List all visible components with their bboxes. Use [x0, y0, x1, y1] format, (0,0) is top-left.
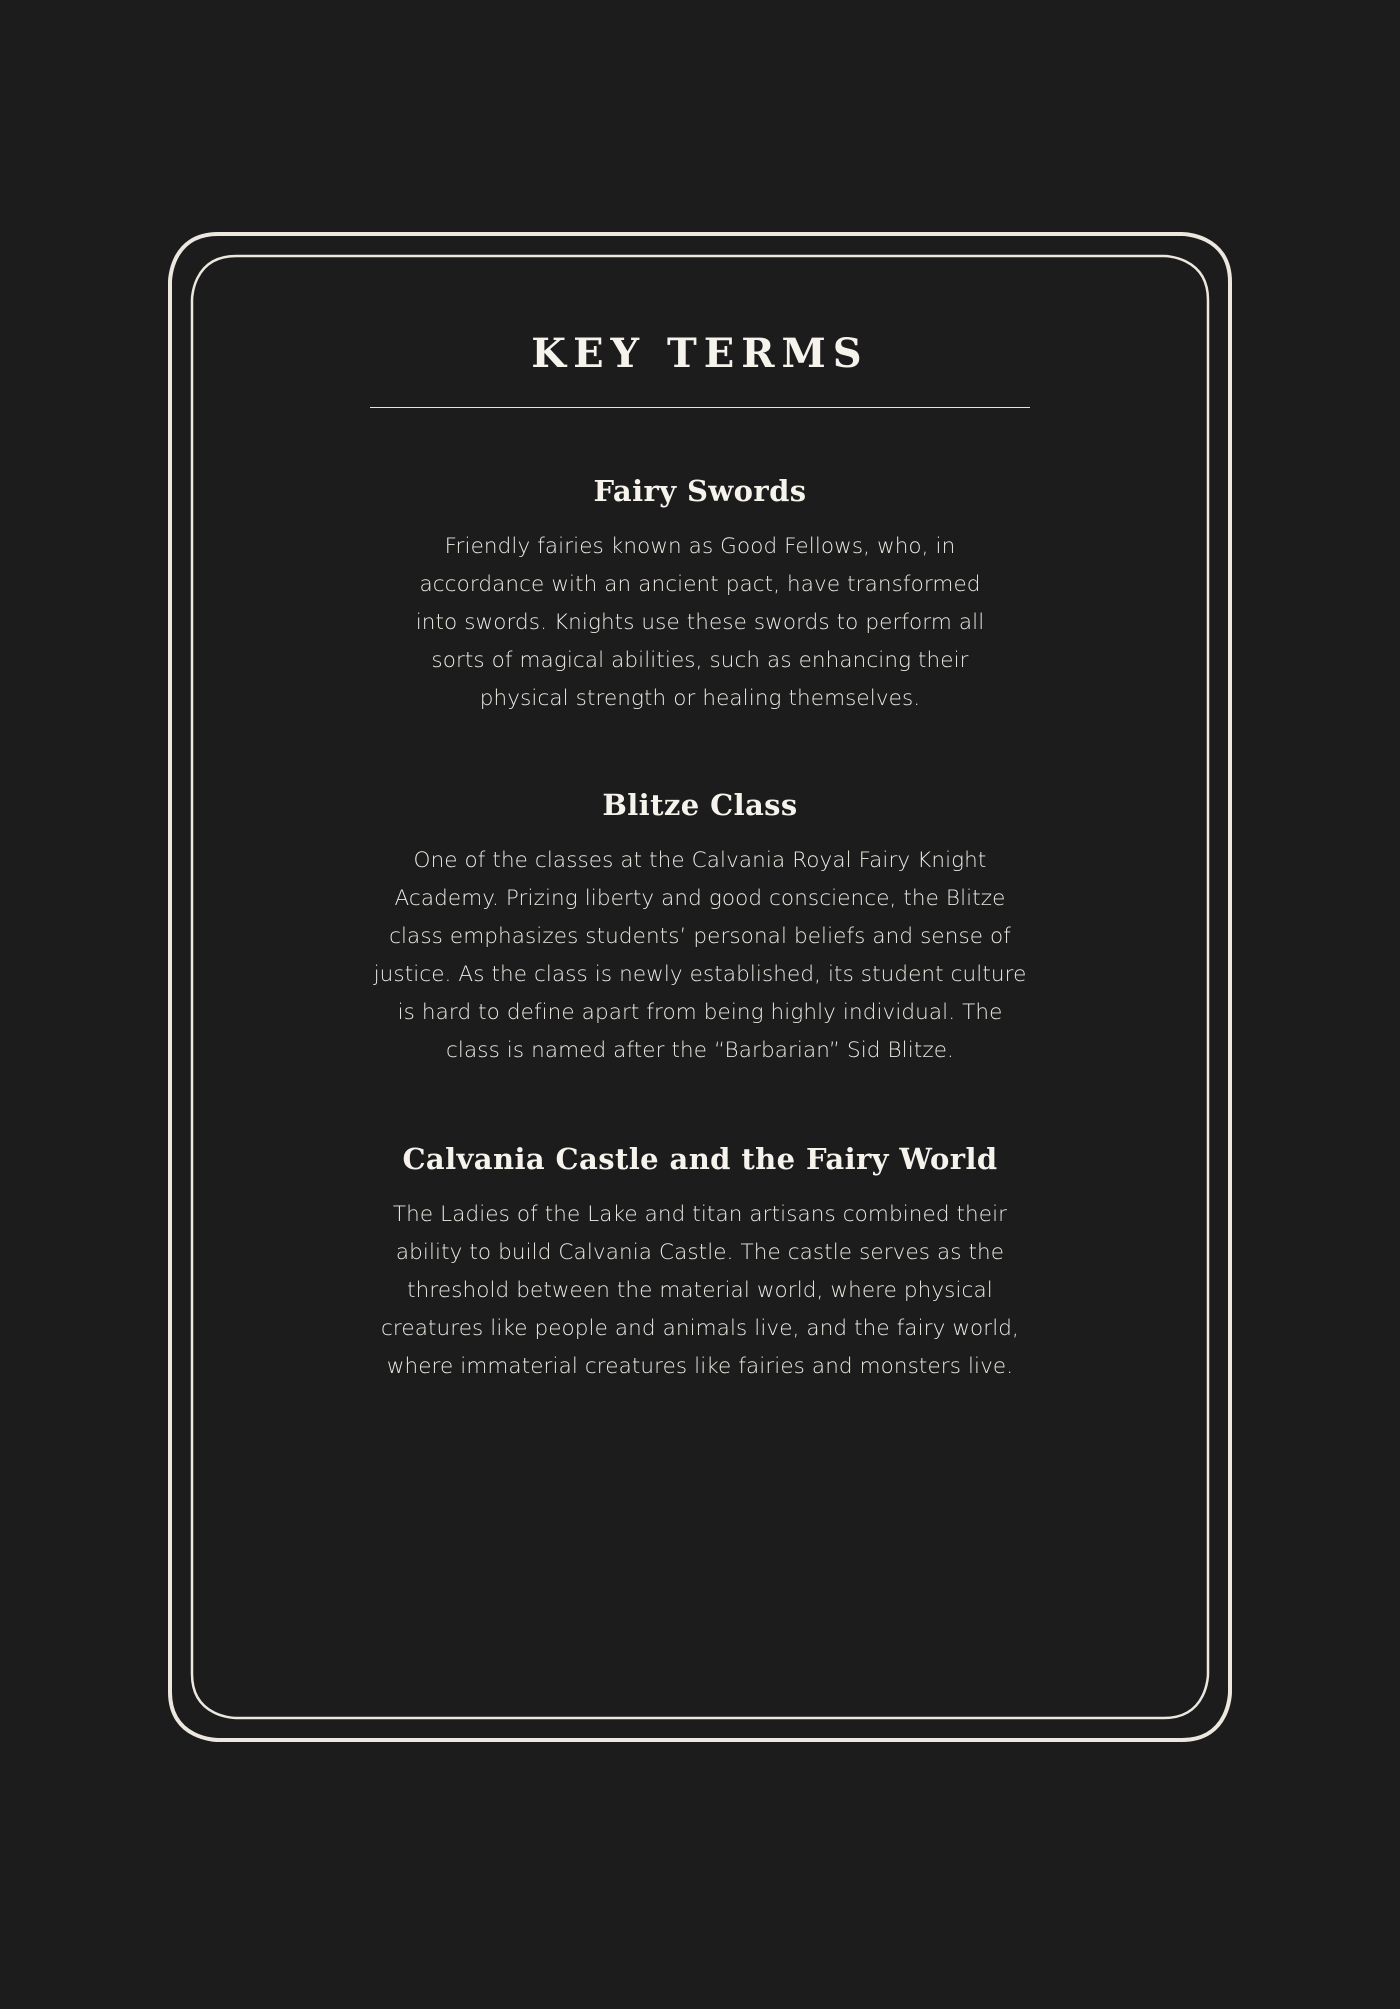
term-title: Calvania Castle and the Fairy World [402, 1142, 998, 1176]
title-divider [370, 407, 1030, 408]
term-entry-fairy-swords [330, 474, 1070, 718]
term-description: Friendly fairies known as Good Fellows, who, in accordance with an ancient pact, have transformed into swords. Knights use these swords to perform all sorts of magical abilities, such as enhancing their physical strength or healing themselves. [415, 534, 985, 711]
term-description: The Ladies of the Lake and titan artisans combined their ability to build Calvania Castle. The castle serves as the threshold between the material world, where physical creatures like people and animals live, and the fairy world, where immaterial creatures like fairies and monsters live. [381, 1202, 1019, 1379]
document-content [330, 300, 1070, 1386]
term-entry-calvania-castle [330, 1142, 1070, 1386]
page-title: KEY TERMS [531, 330, 869, 377]
term-description: One of the classes at the Calvania Royal Fairy Knight Academy. Prizing liberty and good conscience, the Blitze class emphasizes students’ personal beliefs and sense of justice. As the class is newly established, its student culture is hard to define apart from being highly individual. The class is named after the “Barbarian” Sid Blitze. [373, 848, 1027, 1063]
term-title: Blitze Class [602, 788, 798, 822]
term-title: Fairy Swords [593, 474, 807, 508]
term-entry-blitze-class [330, 788, 1070, 1070]
